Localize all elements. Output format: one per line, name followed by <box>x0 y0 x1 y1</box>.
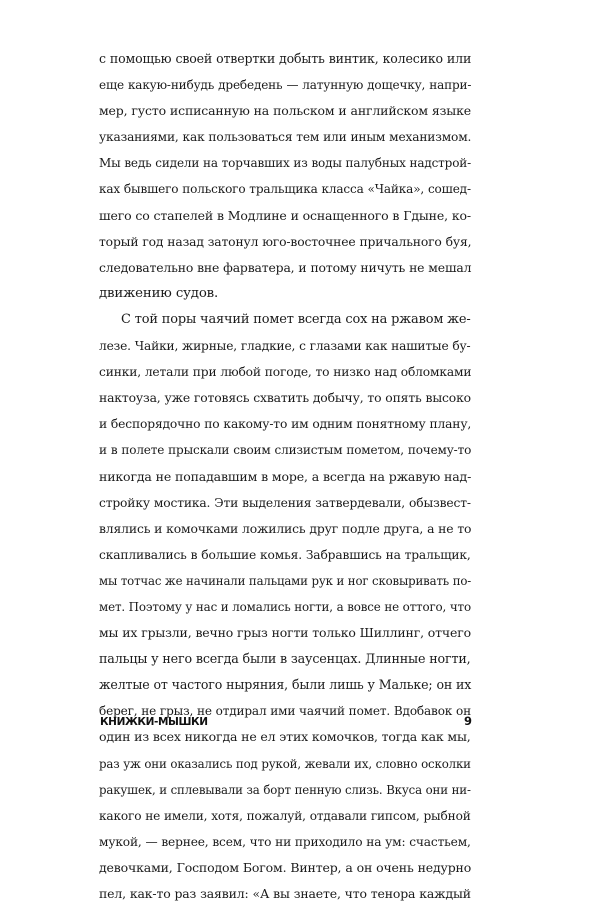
text-line: девочками, Господом Богом. Винтер, а он очень недурно <box>99 859 472 875</box>
text-line: скапливались в большие комья. Забравшись на тральщик, <box>99 547 471 562</box>
text-line: пальцы у него всегда были в заусенцах. Длинные ногти, <box>99 651 471 667</box>
text-line: пел, как-то раз заявил: «А вы знаете, что тенора каждый <box>99 886 471 901</box>
text-line: мет. Поэтому у нас и ломались ногти, а вовсе не оттого, что <box>99 599 471 614</box>
text-line: и в полете прыскали своим слизистым пометом, почему-то <box>99 443 472 458</box>
text-line: Мы ведь сидели на торчавших из воды палубных надстрой- <box>99 156 472 171</box>
text-line: мукой, — вернее, всем, что ни приходило на ум: счастьем, <box>99 834 471 849</box>
text-line: какого не имели, хотя, пожалуй, отдавали гипсом, рыбной <box>99 808 471 823</box>
text-line: мы тотчас же начинали пальцами рук и ног сковыривать по- <box>99 573 472 588</box>
text-line: мер, густо исписанную на польском и английском языке <box>99 103 471 119</box>
text-line: берег, не грыз, не отдирал ими чаячий помет. Вдобавок он <box>99 704 471 719</box>
text-line: нактоуза, уже готовясь схватить добычу, то опять высоко <box>99 391 471 406</box>
text-line: стройку мостика. Эти выделения затвердевали, обызвест- <box>99 495 471 510</box>
text-line: еще какую-нибудь дребедень — латунную дощечку, напри- <box>99 78 472 93</box>
body-text <box>99 46 471 907</box>
page-number: 9 <box>463 714 472 728</box>
text-line: желтые от частого ныряния, были лишь у Мальке; он их <box>99 677 472 693</box>
text-line: указаниями, как пользоваться тем или иным механизмом. <box>99 130 472 145</box>
text-line: никогда не попадавшим в море, а всегда на ржавую над- <box>99 468 472 484</box>
text-line: движению судов. <box>99 285 219 301</box>
text-line: влялись и комочками ложились друг подле друга, а не то <box>99 521 472 536</box>
text-line: С той поры чаячий помет всегда сох на ржавом же- <box>121 311 471 327</box>
text-line: один из всех никогда не ел этих комочков, тогда как мы, <box>99 729 471 745</box>
text-line: синки, летали при любой погоде, то низко над обломками <box>99 365 472 380</box>
text-line: торый год назад затонул юго-восточнее причального буя, <box>99 234 472 249</box>
text-line: следовательно вне фарватера, и потому ничуть не мешал <box>99 259 472 275</box>
text-line: шего со стапелей в Модлине и оснащенного в Гдыне, ко- <box>99 207 471 223</box>
text-line: ракушек, и сплевывали за борт пенную слизь. Вкуса они ни- <box>99 782 471 797</box>
text-line: мы их грызли, вечно грыз ногти только Шиллинг, отчего <box>99 625 471 641</box>
text-line: и беспорядочно по какому-то им одним понятному плану, <box>99 417 472 432</box>
text-line: с помощью своей отвертки добыть винтик, колесико или <box>99 51 472 66</box>
text-line: лезе. Чайки, жирные, гладкие, с глазами как нашитые бу- <box>99 339 471 354</box>
publisher-logo: КНИЖКИ-МЫШКИ <box>100 716 208 728</box>
text-line: ках бывшего польского тральщика класса «Чайка», сошед- <box>99 182 471 197</box>
text-line: раз уж они оказались под рукой, жевали их, словно осколки <box>99 756 471 771</box>
